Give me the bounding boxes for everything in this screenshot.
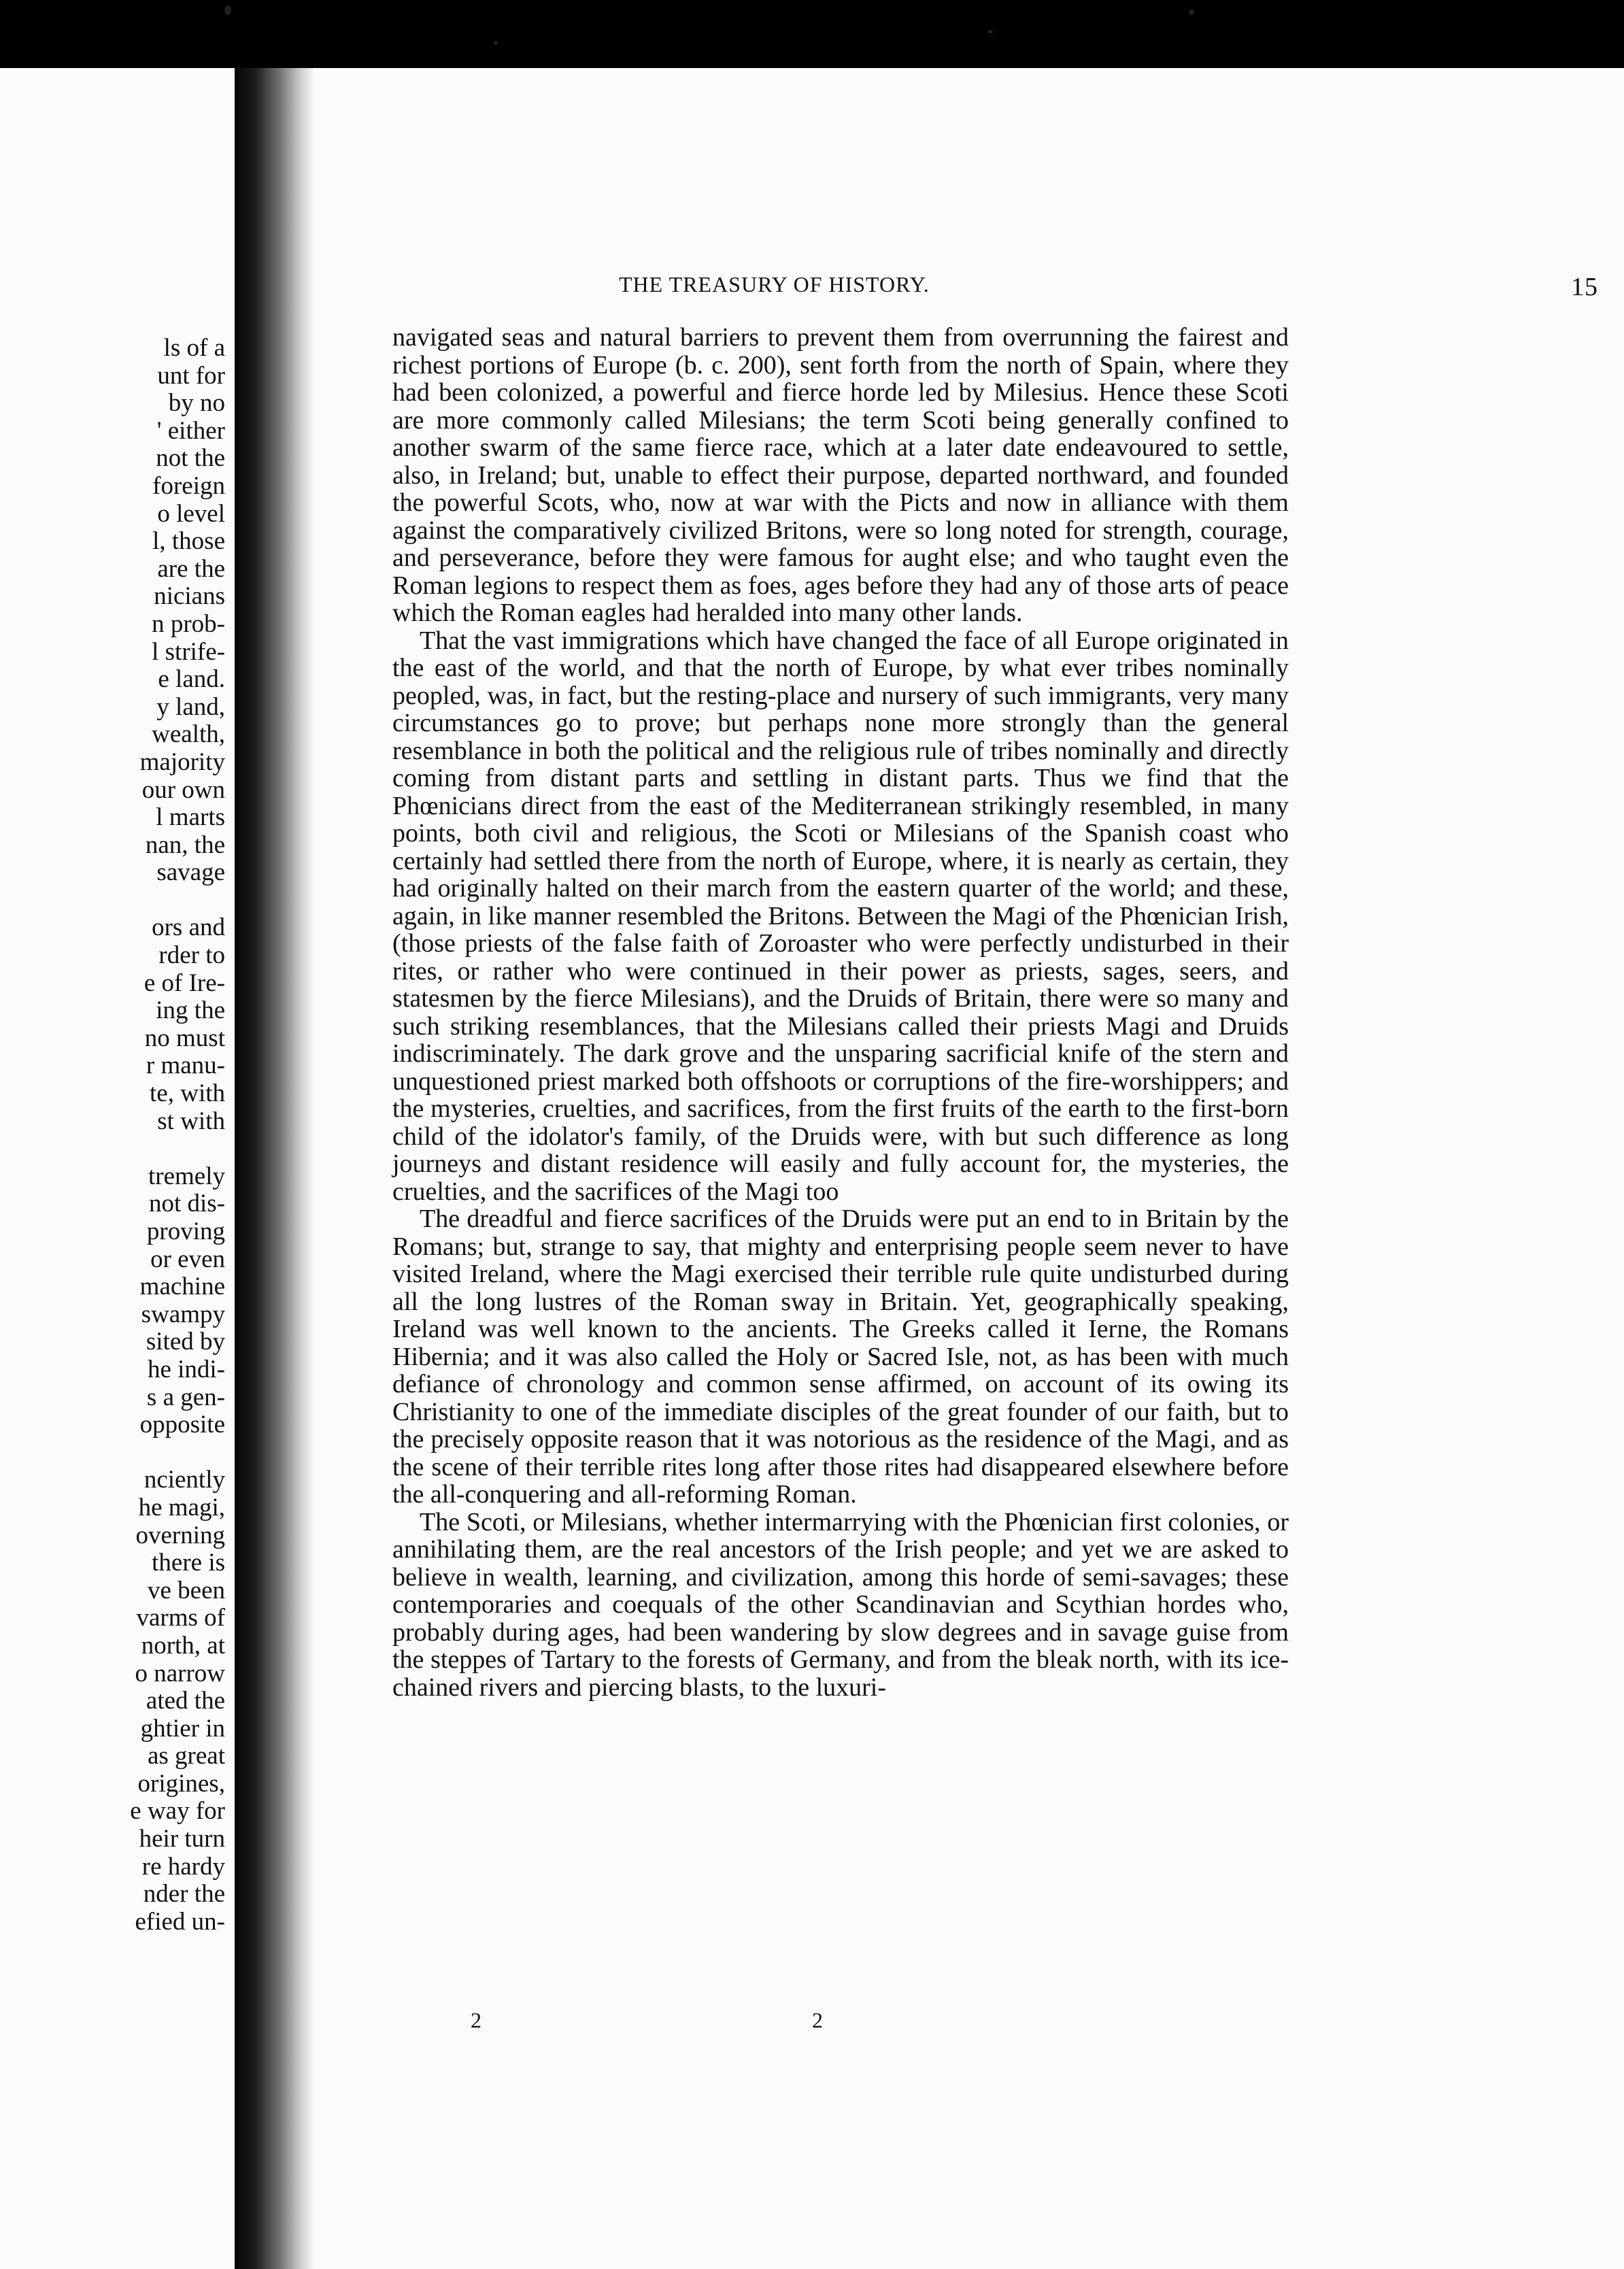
left-page-line: heir turn xyxy=(139,1825,225,1853)
left-page-line: o narrow xyxy=(135,1659,225,1687)
paragraph: navigated seas and natural barriers to prevent them from overrunning the fairest and richest portions of Europe (b. c. 200), sent forth from the north of Spain, where they had been colonized, a powerful and fierce horde led by Milesius. Hence these Scoti are more commonly called Milesians; the term Scoti being generally confined to another swarm of the same fierce race, which at a later date endeavoured to settle, also, in Ireland; but, unable to effect their purpose, departed northward, and founded the powerful Scots, who, now at war with the Picts and now in alliance with them against the comparatively civilized Britons, were so long noted for strength, courage, and perseverance, before they were famous for aught else; and who taught even the Roman legions to respect them as foes, ages before they had any of those arts of peace which the Roman eagles had heralded into many other lands. xyxy=(392,323,1289,627)
left-page-line: r manu- xyxy=(146,1052,225,1080)
left-page-line: o level xyxy=(157,499,225,528)
left-page-line: our own xyxy=(141,775,225,804)
scan-speck xyxy=(987,30,993,33)
scan-speck xyxy=(494,41,498,45)
left-page-line: e way for xyxy=(130,1797,225,1826)
left-page-line: majority xyxy=(139,747,225,776)
left-page-line: l, those xyxy=(152,527,225,556)
left-page-line: ' either xyxy=(156,416,225,445)
left-page-line: foreign xyxy=(152,471,225,500)
paragraph: The Scoti, or Milesians, whether intermarrying with the Phœnician first colonies, or annihilating them, are the real ancestors of the Irish people; and yet we are asked to believe in wealth, learning, and civilization, among this horde of semi-savages; these contemporaries and coequals of the other Scandinavian and Scythian hordes who, probably during ages, had been wandering by slow degrees and in savage guise from the steppes of Tartary to the forests of Germany, and from the bleak north, with its ice-chained rivers and piercing blasts, to the luxuri- xyxy=(392,1507,1289,1702)
left-page-line: swampy xyxy=(141,1300,225,1328)
signature-mark-right: 2 xyxy=(812,2008,823,2032)
running-head-title: THE TREASURY OF HISTORY. xyxy=(619,272,930,297)
signature-marks xyxy=(313,2008,1624,2035)
page-number: 15 xyxy=(1571,273,1598,301)
left-page-line: ghtier in xyxy=(140,1714,225,1743)
left-page-line: no must xyxy=(144,1024,225,1052)
left-page-line: l strife- xyxy=(152,637,225,666)
left-page-line: he indi- xyxy=(147,1355,225,1383)
left-page-line: as great xyxy=(147,1742,225,1770)
body-text xyxy=(392,324,1289,1701)
left-page-line: origines, xyxy=(137,1769,225,1798)
right-page xyxy=(313,68,1624,2269)
left-page-text xyxy=(1,335,225,1936)
paragraph: That the vast immigrations which have changed the face of all Europe originated in the east of the world, and that the north of Europe, by what ever tribes nominally peopled, was, in fact, but the resting-place and nursery of such immigrants, very many circumstances go to prove; but perhaps none more strongly than the general resemblance in both the political and the religious rule of tribes nominally and directly coming from distant parts and settling in distant parts. Thus we find that the Phœnicians direct from the east of the Mediterranean strikingly resembled, in many points, both civil and religious, the Scoti or Milesians of the Spanish coast who certainly had settled there from the north of Europe, where, it is nearly as certain, they had originally halted on their march from the eastern quarter of the world; and these, again, in like manner resembled the Britons. Between the Magi of the Phœnician Irish, (those priests of the false faith of Zoroaster who were perfectly undisturbed in their rites, or rather who were continued in their power as priests, sages, seers, and statesmen by the fierce Milesians), and the Druids of Britain, there were so many and such striking resemblances, that the Milesians called their priests Magi and Druids indiscriminately. The dark grove and the unsparing sacrificial knife of the stern and unquestioned priest marked both offshoots or corruptions of the fire-worshippers; and the mysteries, cruelties, and sacrifices, from the first fruits of the earth to the first-born child of the idolator's family, of the Druids were, with but such difference as long journeys and distant residence will easily and fully account for, the mysteries, the cruelties, and the sacrifices of the Magi too xyxy=(392,626,1289,1206)
left-page-gap xyxy=(1,887,225,915)
left-page-line: nan, the xyxy=(145,830,225,859)
left-page-line: by no xyxy=(168,389,225,418)
left-page-line: opposite xyxy=(139,1411,225,1439)
book-gutter xyxy=(235,68,313,2269)
left-page-line: nder the xyxy=(143,1880,225,1909)
left-page-line: st with xyxy=(157,1107,225,1135)
scan-speck xyxy=(1189,10,1194,15)
left-page-line: machine xyxy=(139,1273,225,1301)
left-page-line: te, with xyxy=(150,1079,225,1108)
left-page-line: tremely xyxy=(148,1162,225,1190)
left-page-line: north, at xyxy=(141,1631,225,1660)
left-page-line: l marts xyxy=(156,803,225,832)
left-page-line: ing the xyxy=(156,996,225,1025)
left-page-line: wealth, xyxy=(152,720,225,749)
left-page-line: nicians xyxy=(154,582,225,611)
left-page-line: re hardy xyxy=(141,1852,225,1881)
signature-mark-left: 2 xyxy=(471,2008,481,2032)
left-page-line: ors and xyxy=(152,913,225,942)
left-page-line: not dis- xyxy=(148,1190,225,1218)
left-page-gap xyxy=(1,1135,225,1163)
left-page-line: savage xyxy=(156,858,225,887)
left-page-line: ated the xyxy=(146,1687,225,1715)
paragraph: The dreadful and fierce sacrifices of the Druids were put an end to in Britain by the Romans; but, strange to say, that mighty and enterprising people seem never to have visited Ireland, where the Magi exercised their terrible rule quite undisturbed during all the long lustres of the Roman sway in Britain. Yet, geographically speaking, Ireland was well known to the ancients. The Greeks called it Ierne, the Romans Hibernia; and it was also called the Holy or Sacred Isle, not, as has been with much defiance of chronology and common sense affirmed, on account of its owing its Christianity to one of the immediate disciples of the great founder of our faith, but to the precisely opposite reason that it was notorious as the residence of the Magi, and as the scene of their terrible rites long after those rites had disappeared elsewhere before the all-conquering and all-reforming Roman. xyxy=(392,1205,1289,1509)
left-page-line: there is xyxy=(152,1549,225,1577)
left-page-line: sited by xyxy=(146,1328,225,1356)
left-page-line: ls of a xyxy=(163,334,225,362)
left-page-gap xyxy=(1,1439,225,1467)
left-page-line: not the xyxy=(156,444,225,473)
left-page-line: efied un- xyxy=(135,1907,225,1936)
left-page-line: unt for xyxy=(157,361,225,390)
left-page-line: e of Ire- xyxy=(143,969,225,997)
left-page-line: rder to xyxy=(158,941,225,970)
scan-speck xyxy=(224,5,231,15)
left-page-line: or even xyxy=(150,1245,225,1273)
left-page-line: n prob- xyxy=(152,609,225,638)
left-page-line: are the xyxy=(157,554,225,583)
left-page xyxy=(0,68,235,2269)
left-page-line: ve been xyxy=(147,1576,225,1604)
left-page-line: e land. xyxy=(158,665,225,694)
left-page-line: varms of xyxy=(136,1604,225,1632)
left-page-line: he magi, xyxy=(138,1493,225,1522)
left-page-line: y land, xyxy=(156,692,225,721)
left-page-line: nciently xyxy=(143,1466,225,1494)
left-page-line: proving xyxy=(146,1217,225,1245)
left-page-line: s a gen- xyxy=(146,1383,225,1411)
left-page-line: overning xyxy=(135,1521,225,1549)
